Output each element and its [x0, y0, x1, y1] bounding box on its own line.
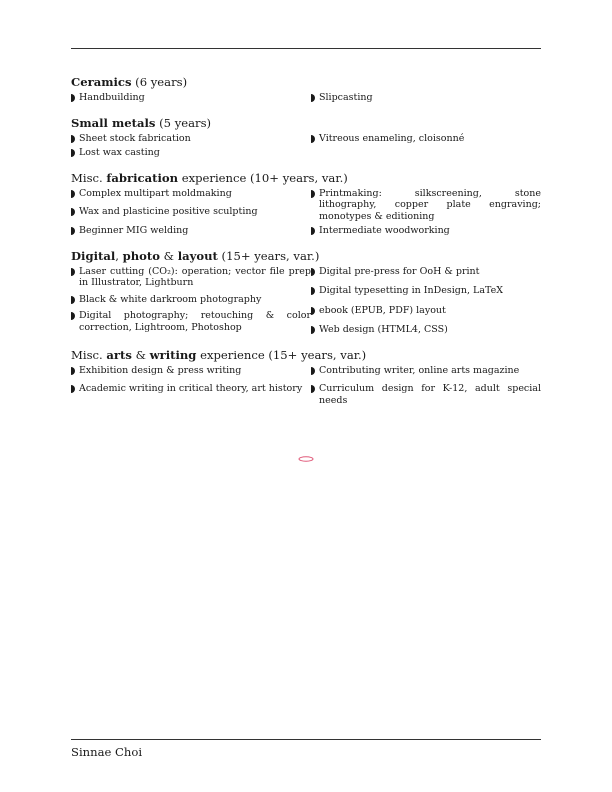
list-item: Black & white darkroom photography [71, 294, 311, 306]
list-item: Vitreous enameling, cloisonné [311, 133, 541, 145]
section-heading [71, 75, 541, 89]
list-item: Exhibition design & press writing [71, 365, 311, 377]
heading-rest: (15+ years, var.) [221, 248, 320, 263]
heading-rest: (6 years) [135, 75, 188, 89]
bullet-icon [311, 385, 315, 393]
bullet-icon [311, 326, 315, 334]
heading-bold: fabrication [106, 170, 179, 185]
list-item: Beginner MIG welding [71, 225, 311, 237]
list-item: Complex multipart moldmaking [71, 188, 311, 204]
list-item: Contributing writer, online arts magazine [311, 365, 541, 377]
heading-pre: Misc. [71, 170, 103, 185]
list-item: Printmaking: silkscreening, stone lithography, copper plate engraving; monotypes & editioning [311, 188, 541, 223]
list-item: Handbuilding [71, 92, 311, 104]
list-item: Wax and plasticine positive sculpting [71, 206, 311, 222]
list-item: Digital photography; retouching & color correction, Lightroom, Photoshop [71, 310, 311, 333]
section-digital [71, 249, 541, 336]
list-item: Lost wax casting [71, 147, 311, 159]
bullet-icon [71, 296, 75, 304]
list-item: Sheet stock fabrication [71, 133, 311, 145]
heading-bold: Ceramics [71, 75, 132, 89]
header-rule [71, 48, 541, 49]
heading-bold: Digital [71, 248, 116, 263]
bullet-icon [71, 135, 75, 143]
section-heading: Misc. arts & writing experience (15+ years, var.) [71, 347, 367, 362]
section-heading: Digital, photo & layout (15+ years, var.) [71, 248, 320, 263]
list-item: Laser cutting (CO₂): operation; vector file prep in Illustrator, Lightburn [71, 266, 311, 289]
section-heading [71, 116, 541, 130]
bullet-icon [71, 208, 75, 216]
bullet-icon [71, 268, 75, 276]
footer-rule [71, 739, 541, 740]
section-heading [71, 171, 541, 185]
section-fabrication [71, 171, 541, 237]
heading-rest: experience (15+ years, var.) [200, 347, 367, 362]
list-item: Web design (HTML4, CSS) [311, 324, 541, 336]
bullet-icon [311, 94, 315, 102]
bullet-icon [311, 190, 315, 198]
heading-rest: experience (10+ years, var.) [181, 170, 348, 185]
heading-bold: arts [106, 347, 132, 362]
bullet-icon [71, 94, 75, 102]
section-arts-writing [71, 348, 541, 407]
bullet-icon [71, 227, 75, 235]
bullet-icon [311, 268, 315, 276]
footer-name: Sinnae Choi [71, 745, 143, 759]
bullet-icon [311, 367, 315, 375]
list-item: ebook (EPUB, PDF) layout [311, 305, 541, 317]
bullet-icon [71, 149, 75, 157]
bullet-icon [71, 367, 75, 375]
bullet-icon [311, 307, 315, 315]
section-small-metals [71, 116, 541, 159]
heading-bold: writing [149, 347, 197, 362]
heading-pre: Misc. [71, 347, 103, 362]
heading-rest: (5 years) [159, 115, 212, 130]
bullet-icon [311, 135, 315, 143]
bullet-icon [311, 227, 315, 235]
list-item: Curriculum design for K-12, adult special needs [311, 383, 541, 406]
list-item: Academic writing in critical theory, art history [71, 383, 311, 406]
heading-bold: layout [177, 248, 218, 263]
bullet-icon [71, 312, 75, 320]
bullet-icon [311, 287, 315, 295]
list-item: Digital pre-press for OoH & print [311, 266, 541, 278]
skills-content [71, 75, 541, 418]
pink-mark-icon [298, 456, 314, 462]
list-item: Slipcasting [311, 92, 541, 104]
list-item: Intermediate woodworking [311, 225, 541, 237]
heading-bold: Small metals [71, 115, 156, 130]
bullet-icon [71, 385, 75, 393]
heading-bold: photo [122, 248, 160, 263]
list-item: Digital typesetting in InDesign, LaTeX [311, 285, 541, 297]
section-ceramics [71, 75, 541, 104]
bullet-icon [71, 190, 75, 198]
